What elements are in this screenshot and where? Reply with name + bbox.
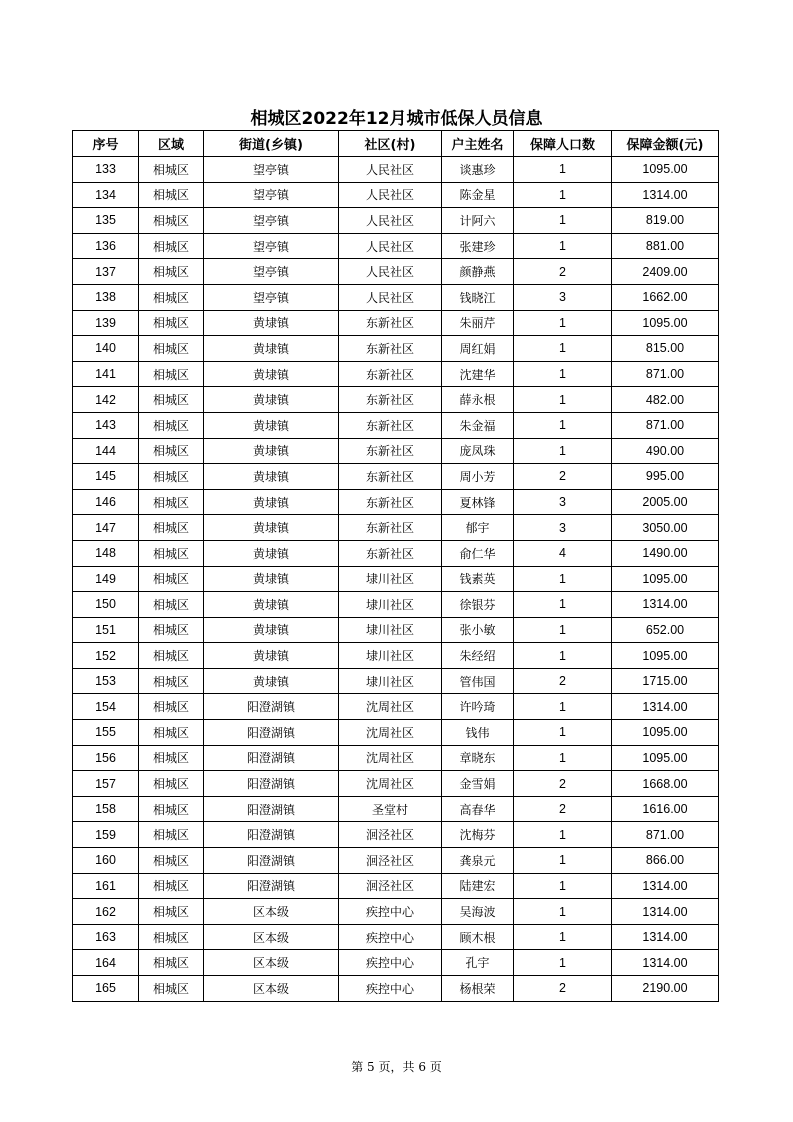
cell-householder: 陆建宏 xyxy=(442,873,514,899)
cell-community: 沈周社区 xyxy=(339,694,442,720)
cell-community: 人民社区 xyxy=(339,157,442,183)
cell-street: 黄埭镇 xyxy=(204,566,339,592)
table-row xyxy=(73,540,719,566)
cell-street: 黄埭镇 xyxy=(204,310,339,336)
cell-covered-persons: 2 xyxy=(514,771,612,797)
cell-householder: 薛永根 xyxy=(442,387,514,413)
table-row xyxy=(73,720,719,746)
cell-street: 望亭镇 xyxy=(204,233,339,259)
cell-householder: 徐银芬 xyxy=(442,592,514,618)
cell-householder: 钱晓江 xyxy=(442,284,514,310)
table-row xyxy=(73,592,719,618)
cell-covered-persons: 3 xyxy=(514,489,612,515)
cell-street: 区本级 xyxy=(204,899,339,925)
cell-householder: 朱金福 xyxy=(442,412,514,438)
table-row xyxy=(73,694,719,720)
cell-serial: 144 xyxy=(73,438,139,464)
table-row xyxy=(73,822,719,848)
cell-householder: 陈金星 xyxy=(442,182,514,208)
cell-district: 相城区 xyxy=(139,489,204,515)
cell-covered-persons: 2 xyxy=(514,796,612,822)
cell-serial: 145 xyxy=(73,464,139,490)
cell-serial: 149 xyxy=(73,566,139,592)
cell-amount: 871.00 xyxy=(612,822,719,848)
header-community: 社区(村) xyxy=(339,131,442,157)
cell-district: 相城区 xyxy=(139,617,204,643)
cell-householder: 张建珍 xyxy=(442,233,514,259)
cell-street: 黄埭镇 xyxy=(204,361,339,387)
cell-district: 相城区 xyxy=(139,233,204,259)
cell-street: 阳澄湖镇 xyxy=(204,873,339,899)
table-row xyxy=(73,208,719,234)
cell-householder: 吴海波 xyxy=(442,899,514,925)
cell-street: 黄埭镇 xyxy=(204,515,339,541)
cell-serial: 158 xyxy=(73,796,139,822)
cell-householder: 杨根荣 xyxy=(442,976,514,1002)
table-row xyxy=(73,976,719,1002)
cell-community: 东新社区 xyxy=(339,464,442,490)
cell-community: 疾控中心 xyxy=(339,950,442,976)
cell-serial: 138 xyxy=(73,284,139,310)
cell-serial: 160 xyxy=(73,848,139,874)
table-row xyxy=(73,489,719,515)
header-district: 区域 xyxy=(139,131,204,157)
cell-district: 相城区 xyxy=(139,566,204,592)
cell-street: 黄埭镇 xyxy=(204,617,339,643)
table-row xyxy=(73,259,719,285)
cell-community: 洄泾社区 xyxy=(339,848,442,874)
cell-street: 区本级 xyxy=(204,976,339,1002)
cell-community: 人民社区 xyxy=(339,233,442,259)
cell-serial: 136 xyxy=(73,233,139,259)
cell-community: 疾控中心 xyxy=(339,976,442,1002)
cell-district: 相城区 xyxy=(139,720,204,746)
cell-district: 相城区 xyxy=(139,950,204,976)
table-row xyxy=(73,771,719,797)
cell-householder: 计阿六 xyxy=(442,208,514,234)
cell-covered-persons: 2 xyxy=(514,668,612,694)
cell-street: 黄埭镇 xyxy=(204,643,339,669)
cell-community: 东新社区 xyxy=(339,336,442,362)
cell-householder: 朱丽芹 xyxy=(442,310,514,336)
cell-amount: 2190.00 xyxy=(612,976,719,1002)
cell-amount: 1095.00 xyxy=(612,566,719,592)
cell-community: 东新社区 xyxy=(339,515,442,541)
cell-community: 东新社区 xyxy=(339,387,442,413)
cell-serial: 135 xyxy=(73,208,139,234)
cell-community: 人民社区 xyxy=(339,284,442,310)
cell-householder: 周小芳 xyxy=(442,464,514,490)
cell-householder: 金雪娟 xyxy=(442,771,514,797)
table-row xyxy=(73,284,719,310)
table-row xyxy=(73,515,719,541)
cell-district: 相城区 xyxy=(139,438,204,464)
cell-amount: 1314.00 xyxy=(612,899,719,925)
cell-street: 望亭镇 xyxy=(204,157,339,183)
cell-street: 阳澄湖镇 xyxy=(204,745,339,771)
table-row xyxy=(73,464,719,490)
table-row xyxy=(73,157,719,183)
cell-serial: 153 xyxy=(73,668,139,694)
cell-householder: 孔宇 xyxy=(442,950,514,976)
table-row xyxy=(73,233,719,259)
cell-community: 沈周社区 xyxy=(339,720,442,746)
cell-covered-persons: 1 xyxy=(514,310,612,336)
cell-covered-persons: 3 xyxy=(514,515,612,541)
page-title: 相城区2022年12月城市低保人员信息 xyxy=(250,109,543,129)
cell-district: 相城区 xyxy=(139,643,204,669)
cell-covered-persons: 1 xyxy=(514,233,612,259)
table-row xyxy=(73,924,719,950)
cell-amount: 995.00 xyxy=(612,464,719,490)
cell-district: 相城区 xyxy=(139,208,204,234)
cell-covered-persons: 1 xyxy=(514,566,612,592)
table-row xyxy=(73,566,719,592)
cell-street: 黄埭镇 xyxy=(204,668,339,694)
cell-covered-persons: 1 xyxy=(514,361,612,387)
cell-street: 阳澄湖镇 xyxy=(204,848,339,874)
cell-covered-persons: 4 xyxy=(514,540,612,566)
cell-district: 相城区 xyxy=(139,157,204,183)
cell-amount: 819.00 xyxy=(612,208,719,234)
cell-amount: 482.00 xyxy=(612,387,719,413)
cell-amount: 2409.00 xyxy=(612,259,719,285)
cell-district: 相城区 xyxy=(139,848,204,874)
cell-district: 相城区 xyxy=(139,771,204,797)
cell-householder: 龚泉元 xyxy=(442,848,514,874)
cell-community: 东新社区 xyxy=(339,489,442,515)
cell-community: 沈周社区 xyxy=(339,771,442,797)
header-householder: 户主姓名 xyxy=(442,131,514,157)
cell-street: 阳澄湖镇 xyxy=(204,694,339,720)
cell-covered-persons: 1 xyxy=(514,387,612,413)
cell-community: 东新社区 xyxy=(339,412,442,438)
cell-serial: 148 xyxy=(73,540,139,566)
header-street: 街道(乡镇) xyxy=(204,131,339,157)
cell-street: 阳澄湖镇 xyxy=(204,822,339,848)
cell-community: 东新社区 xyxy=(339,540,442,566)
cell-covered-persons: 1 xyxy=(514,208,612,234)
cell-amount: 871.00 xyxy=(612,412,719,438)
cell-community: 埭川社区 xyxy=(339,566,442,592)
cell-householder: 高春华 xyxy=(442,796,514,822)
cell-district: 相城区 xyxy=(139,259,204,285)
cell-covered-persons: 1 xyxy=(514,182,612,208)
cell-amount: 866.00 xyxy=(612,848,719,874)
cell-street: 黄埭镇 xyxy=(204,592,339,618)
table-row xyxy=(73,643,719,669)
table-body xyxy=(73,157,719,1002)
cell-district: 相城区 xyxy=(139,310,204,336)
cell-district: 相城区 xyxy=(139,976,204,1002)
cell-householder: 周红娟 xyxy=(442,336,514,362)
cell-district: 相城区 xyxy=(139,924,204,950)
cell-street: 阳澄湖镇 xyxy=(204,771,339,797)
cell-amount: 1314.00 xyxy=(612,592,719,618)
cell-amount: 1095.00 xyxy=(612,643,719,669)
cell-covered-persons: 1 xyxy=(514,950,612,976)
cell-serial: 150 xyxy=(73,592,139,618)
cell-covered-persons: 1 xyxy=(514,617,612,643)
cell-householder: 张小敏 xyxy=(442,617,514,643)
cell-serial: 152 xyxy=(73,643,139,669)
cell-district: 相城区 xyxy=(139,387,204,413)
cell-community: 东新社区 xyxy=(339,438,442,464)
cell-amount: 1668.00 xyxy=(612,771,719,797)
cell-community: 埭川社区 xyxy=(339,643,442,669)
cell-serial: 147 xyxy=(73,515,139,541)
table-row xyxy=(73,848,719,874)
cell-amount: 1314.00 xyxy=(612,873,719,899)
cell-householder: 章晓东 xyxy=(442,745,514,771)
cell-householder: 钱伟 xyxy=(442,720,514,746)
cell-householder: 谈惠珍 xyxy=(442,157,514,183)
cell-street: 望亭镇 xyxy=(204,182,339,208)
cell-community: 东新社区 xyxy=(339,310,442,336)
cell-covered-persons: 3 xyxy=(514,284,612,310)
table-row xyxy=(73,336,719,362)
cell-community: 圣堂村 xyxy=(339,796,442,822)
cell-amount: 652.00 xyxy=(612,617,719,643)
page-footer: 第 5 页，共 6 页 xyxy=(351,1060,442,1074)
cell-serial: 141 xyxy=(73,361,139,387)
table-row xyxy=(73,745,719,771)
cell-covered-persons: 1 xyxy=(514,438,612,464)
cell-serial: 139 xyxy=(73,310,139,336)
cell-serial: 146 xyxy=(73,489,139,515)
table-row xyxy=(73,412,719,438)
cell-covered-persons: 1 xyxy=(514,694,612,720)
cell-covered-persons: 1 xyxy=(514,899,612,925)
table-row xyxy=(73,796,719,822)
cell-street: 黄埭镇 xyxy=(204,464,339,490)
cell-amount: 1314.00 xyxy=(612,924,719,950)
cell-serial: 162 xyxy=(73,899,139,925)
cell-street: 区本级 xyxy=(204,924,339,950)
data-table xyxy=(72,130,719,1002)
cell-street: 黄埭镇 xyxy=(204,387,339,413)
table-row xyxy=(73,182,719,208)
cell-serial: 156 xyxy=(73,745,139,771)
cell-householder: 沈梅芬 xyxy=(442,822,514,848)
cell-householder: 钱素英 xyxy=(442,566,514,592)
cell-householder: 颜静燕 xyxy=(442,259,514,285)
cell-amount: 1095.00 xyxy=(612,745,719,771)
table-row xyxy=(73,873,719,899)
cell-covered-persons: 1 xyxy=(514,924,612,950)
cell-covered-persons: 1 xyxy=(514,157,612,183)
cell-amount: 3050.00 xyxy=(612,515,719,541)
cell-covered-persons: 1 xyxy=(514,822,612,848)
cell-householder: 夏林锋 xyxy=(442,489,514,515)
cell-householder: 管伟国 xyxy=(442,668,514,694)
cell-district: 相城区 xyxy=(139,412,204,438)
cell-community: 沈周社区 xyxy=(339,745,442,771)
cell-amount: 1095.00 xyxy=(612,720,719,746)
cell-serial: 157 xyxy=(73,771,139,797)
cell-serial: 163 xyxy=(73,924,139,950)
cell-district: 相城区 xyxy=(139,668,204,694)
table-header-row xyxy=(73,131,719,157)
cell-serial: 155 xyxy=(73,720,139,746)
cell-street: 阳澄湖镇 xyxy=(204,796,339,822)
cell-serial: 154 xyxy=(73,694,139,720)
cell-community: 洄泾社区 xyxy=(339,873,442,899)
cell-covered-persons: 1 xyxy=(514,720,612,746)
cell-amount: 2005.00 xyxy=(612,489,719,515)
cell-street: 黄埭镇 xyxy=(204,540,339,566)
cell-street: 黄埭镇 xyxy=(204,336,339,362)
cell-serial: 159 xyxy=(73,822,139,848)
cell-amount: 1314.00 xyxy=(612,694,719,720)
cell-street: 望亭镇 xyxy=(204,208,339,234)
table-row xyxy=(73,361,719,387)
cell-district: 相城区 xyxy=(139,540,204,566)
cell-district: 相城区 xyxy=(139,899,204,925)
cell-covered-persons: 1 xyxy=(514,745,612,771)
cell-community: 埭川社区 xyxy=(339,592,442,618)
cell-amount: 490.00 xyxy=(612,438,719,464)
cell-serial: 133 xyxy=(73,157,139,183)
cell-amount: 1662.00 xyxy=(612,284,719,310)
cell-amount: 1490.00 xyxy=(612,540,719,566)
cell-community: 疾控中心 xyxy=(339,924,442,950)
cell-street: 黄埭镇 xyxy=(204,489,339,515)
cell-serial: 140 xyxy=(73,336,139,362)
cell-community: 埭川社区 xyxy=(339,668,442,694)
cell-serial: 164 xyxy=(73,950,139,976)
cell-serial: 151 xyxy=(73,617,139,643)
cell-serial: 165 xyxy=(73,976,139,1002)
cell-district: 相城区 xyxy=(139,694,204,720)
cell-covered-persons: 2 xyxy=(514,976,612,1002)
cell-community: 洄泾社区 xyxy=(339,822,442,848)
cell-serial: 161 xyxy=(73,873,139,899)
cell-district: 相城区 xyxy=(139,873,204,899)
cell-street: 黄埭镇 xyxy=(204,438,339,464)
cell-covered-persons: 1 xyxy=(514,873,612,899)
cell-serial: 134 xyxy=(73,182,139,208)
table-row xyxy=(73,617,719,643)
cell-street: 阳澄湖镇 xyxy=(204,720,339,746)
cell-serial: 137 xyxy=(73,259,139,285)
table-row xyxy=(73,899,719,925)
cell-amount: 1616.00 xyxy=(612,796,719,822)
cell-amount: 1095.00 xyxy=(612,310,719,336)
cell-community: 东新社区 xyxy=(339,361,442,387)
cell-amount: 1715.00 xyxy=(612,668,719,694)
cell-community: 疾控中心 xyxy=(339,899,442,925)
header-amount: 保障金额(元) xyxy=(612,131,719,157)
cell-street: 区本级 xyxy=(204,950,339,976)
cell-householder: 沈建华 xyxy=(442,361,514,387)
table-row xyxy=(73,950,719,976)
cell-covered-persons: 2 xyxy=(514,464,612,490)
cell-street: 黄埭镇 xyxy=(204,412,339,438)
cell-householder: 朱经绍 xyxy=(442,643,514,669)
cell-district: 相城区 xyxy=(139,796,204,822)
cell-community: 人民社区 xyxy=(339,182,442,208)
header-covered-persons: 保障人口数 xyxy=(514,131,612,157)
cell-serial: 142 xyxy=(73,387,139,413)
cell-serial: 143 xyxy=(73,412,139,438)
table-row xyxy=(73,387,719,413)
cell-community: 埭川社区 xyxy=(339,617,442,643)
cell-community: 人民社区 xyxy=(339,208,442,234)
cell-amount: 871.00 xyxy=(612,361,719,387)
cell-district: 相城区 xyxy=(139,284,204,310)
cell-householder: 许吟琦 xyxy=(442,694,514,720)
cell-street: 望亭镇 xyxy=(204,284,339,310)
cell-householder: 郁宇 xyxy=(442,515,514,541)
cell-covered-persons: 1 xyxy=(514,592,612,618)
table-row xyxy=(73,310,719,336)
cell-covered-persons: 1 xyxy=(514,643,612,669)
table-row xyxy=(73,438,719,464)
cell-district: 相城区 xyxy=(139,182,204,208)
cell-householder: 顾木根 xyxy=(442,924,514,950)
cell-amount: 881.00 xyxy=(612,233,719,259)
cell-district: 相城区 xyxy=(139,336,204,362)
table-row xyxy=(73,668,719,694)
cell-district: 相城区 xyxy=(139,361,204,387)
cell-district: 相城区 xyxy=(139,822,204,848)
cell-covered-persons: 1 xyxy=(514,848,612,874)
cell-street: 望亭镇 xyxy=(204,259,339,285)
cell-householder: 庞凤珠 xyxy=(442,438,514,464)
cell-district: 相城区 xyxy=(139,515,204,541)
cell-community: 人民社区 xyxy=(339,259,442,285)
cell-covered-persons: 2 xyxy=(514,259,612,285)
header-serial: 序号 xyxy=(73,131,139,157)
cell-district: 相城区 xyxy=(139,745,204,771)
cell-covered-persons: 1 xyxy=(514,412,612,438)
cell-amount: 1095.00 xyxy=(612,157,719,183)
cell-district: 相城区 xyxy=(139,592,204,618)
cell-amount: 1314.00 xyxy=(612,950,719,976)
cell-householder: 俞仁华 xyxy=(442,540,514,566)
cell-district: 相城区 xyxy=(139,464,204,490)
cell-amount: 815.00 xyxy=(612,336,719,362)
cell-covered-persons: 1 xyxy=(514,336,612,362)
cell-amount: 1314.00 xyxy=(612,182,719,208)
